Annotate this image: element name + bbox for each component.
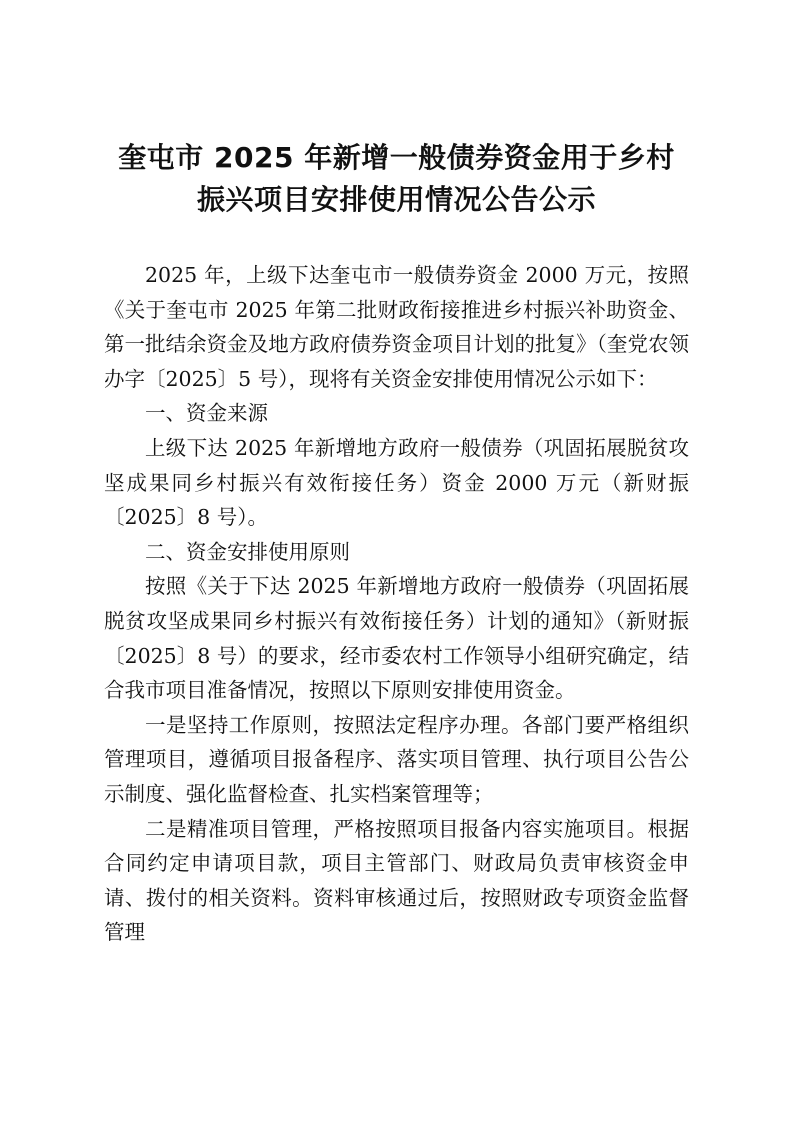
section-heading-fund-source: 一、资金来源	[145, 401, 268, 426]
paragraph-principle-one: 一是坚持工作原则，按照法定程序办理。各部门要严格组织管理项目，遵循项目报备程序、落实项目管理、执行项目公告公示制度、强化监督检查、扎实档案管理等；	[104, 712, 689, 806]
paragraph-principle-two: 二是精准项目管理，严格按照项目报备内容实施项目。根据合同约定申请项目款，项目主管部门、财政局负责审核资金申请、拨付的相关资料。资料审核通过后，按照财政专项资金监督管理	[104, 816, 689, 945]
document-title-line-1: 奎屯市 2025 年新增一般债券资金用于乡村	[118, 141, 675, 174]
paragraph-principles: 按照《关于下达 2025 年新增地方政府一般债券（巩固拓展脱贫攻坚成果同乡村振兴有效衔接任务）计划的通知》（新财振〔2025〕8 号）的要求，经市委农村工作领导小组研究确定，结合我市项目准备情况，按照以下原则安排使用资金。	[104, 574, 689, 703]
paragraph-intro: 2025 年，上级下达奎屯市一般债券资金 2000 万元，按照《关于奎屯市 2025 年第二批财政衔接推进乡村振兴补助资金、第一批结余资金及地方政府债券资金项目计划的批复》（奎党农领办字〔2025〕5 号），现将有关资金安排使用情况公示如下：	[104, 263, 689, 391]
document-body	[104, 258, 689, 950]
section-heading-principles: 二、资金安排使用原则	[145, 539, 350, 564]
document-title-line-2: 振兴项目安排使用情况公告公示	[196, 183, 596, 216]
paragraph-fund-source: 上级下达 2025 年新增地方政府一般债券（巩固拓展脱贫攻坚成果同乡村振兴有效衔接任务）资金 2000 万元（新财振〔2025〕8 号）。	[104, 435, 689, 530]
